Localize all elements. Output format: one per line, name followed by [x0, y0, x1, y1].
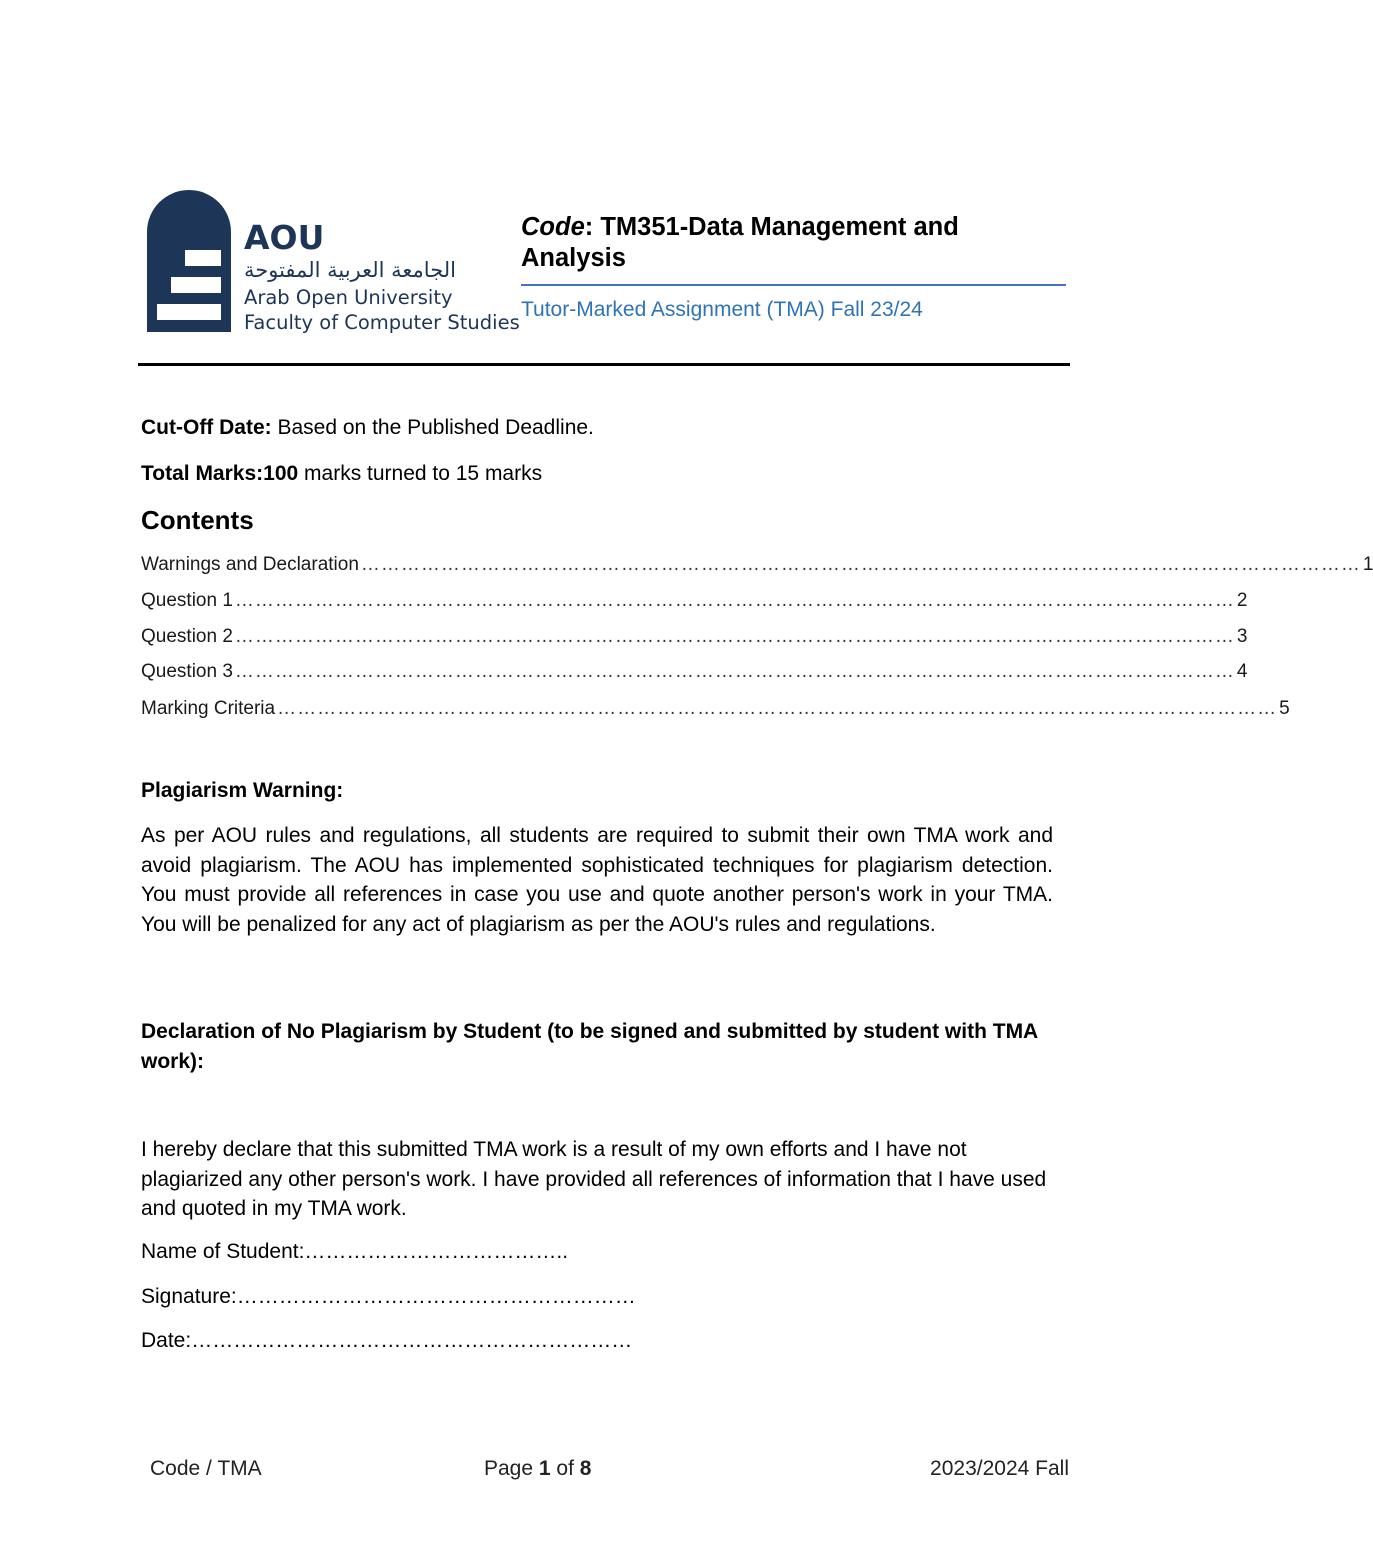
toc-item[interactable] — [141, 626, 1248, 648]
toc-item-page: 2 — [1236, 590, 1248, 611]
header-divider — [138, 363, 1070, 366]
toc-item[interactable] — [141, 554, 1373, 576]
title-divider — [521, 284, 1066, 286]
date-field: Date:……………………………………………………… — [141, 1329, 633, 1352]
title-block — [521, 212, 1066, 322]
toc-item[interactable] — [141, 661, 1248, 683]
toc-item[interactable] — [141, 590, 1248, 612]
signature-field: Signature:………………………………………………… — [141, 1285, 636, 1308]
student-name-field: Name of Student:……………………………….. — [141, 1240, 569, 1263]
cutoff-value: Based on the Published Deadline. — [271, 416, 594, 439]
footer-right: 2023/2024 Fall — [930, 1457, 1069, 1480]
page-number — [484, 1457, 591, 1481]
toc-item-label: Question 1 — [141, 590, 233, 611]
cutoff-date — [141, 416, 594, 440]
declaration-text: I hereby declare that this submitted TMA work is a result of my own efforts and I have not plagiarized any other person's work. I have provided all references of information that I have used and quoted in my TMA work. — [141, 1138, 1047, 1220]
plagiarism-heading: Plagiarism Warning: — [141, 779, 344, 802]
cutoff-label: Cut-Off Date: — [141, 416, 272, 439]
university-logo-icon — [147, 190, 231, 332]
logo-faculty-name: Faculty of Computer Studies — [244, 311, 520, 334]
toc-item-label: Question 3 — [141, 661, 233, 682]
total-label: Total Marks: — [141, 462, 264, 485]
course-code-value: : TM351-Data Management and Analysis — [521, 213, 959, 272]
total-rest: marks turned to 15 marks — [298, 462, 543, 485]
page-total: 8 — [579, 1457, 592, 1480]
logo-arabic-name: الجامعة العربية المفتوحة — [244, 258, 456, 282]
toc-item-page: 5 — [1279, 698, 1290, 719]
page-current: 1 — [538, 1457, 551, 1480]
toc-leader: …………………………………………………………………………………………………………………………………… — [234, 626, 1235, 647]
toc-item-page: 3 — [1236, 626, 1248, 647]
toc-leader: …………………………………………………………………………………………………………………………………… — [360, 554, 1361, 575]
page-of: of — [550, 1457, 580, 1480]
logo-english-name: Arab Open University — [244, 286, 453, 309]
code-label: Code — [521, 213, 585, 241]
toc-leader: …………………………………………………………………………………………………………………………………… — [234, 661, 1235, 682]
page-word: Page — [484, 1457, 539, 1480]
plagiarism-text: As per AOU rules and regulations, all students are required to submit their own TMA work and avoid plagiarism. The AOU has implemented sophisticated techniques for plagiarism detection. You must provide all references in case you use and quote another person's work in your TMA. You will be penalized for any act of plagiarism as per the AOU's rules and regulations. — [141, 824, 1053, 936]
toc-leader: …………………………………………………………………………………………………………………………………… — [277, 698, 1278, 719]
toc-leader: …………………………………………………………………………………………………………………………………… — [234, 590, 1235, 611]
toc-item-label: Question 2 — [141, 626, 233, 647]
logo-abbreviation: AOU — [244, 218, 325, 257]
course-title — [521, 212, 1066, 274]
total-number: 100 — [263, 462, 299, 485]
footer-left: Code / TMA — [150, 1457, 262, 1480]
toc-item-page: 4 — [1236, 661, 1248, 682]
declaration-heading: Declaration of No Plagiarism by Student (to be signed and submitted by student with TMA work): — [141, 1020, 1038, 1073]
toc-item-page: 1 — [1362, 554, 1373, 575]
toc-item[interactable] — [141, 698, 1290, 720]
toc-item-label: Marking Criteria — [141, 698, 276, 719]
total-marks — [141, 462, 542, 486]
tma-subtitle: Tutor-Marked Assignment (TMA) Fall 23/24 — [521, 298, 923, 321]
toc-item-label: Warnings and Declaration — [141, 554, 359, 575]
contents-heading: Contents — [141, 505, 254, 535]
